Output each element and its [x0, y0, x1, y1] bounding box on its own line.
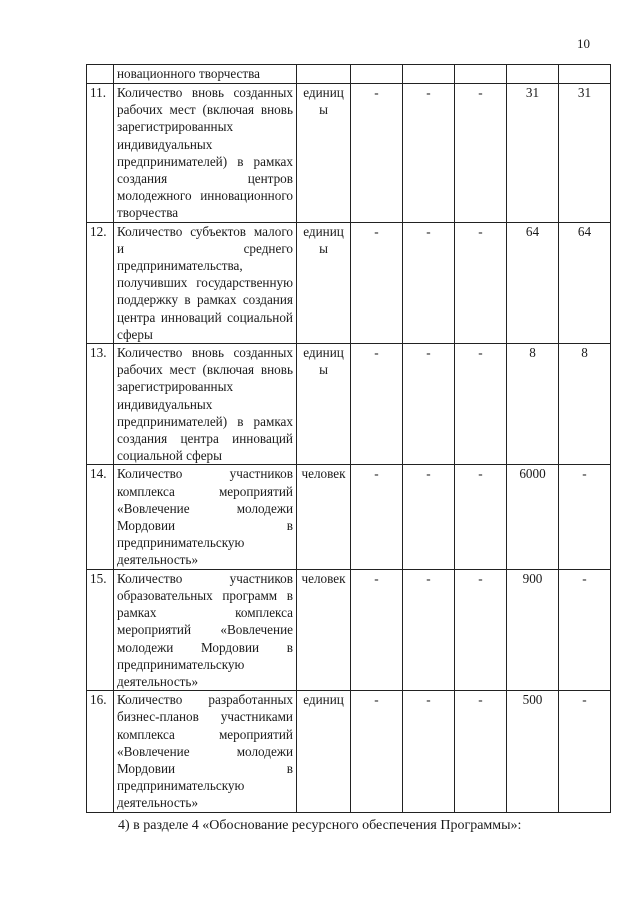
row-value: -: [455, 465, 507, 569]
row-value: -: [403, 222, 455, 343]
row-num: 12.: [87, 222, 114, 343]
row-unit: человек: [297, 569, 351, 690]
row-value: -: [559, 465, 611, 569]
table-row: [87, 222, 611, 343]
row-value: -: [403, 569, 455, 690]
row-value: 31: [507, 84, 559, 223]
row-value: -: [351, 344, 403, 465]
table-row-continuation: [87, 65, 611, 84]
row-num: 16.: [87, 691, 114, 812]
row-num: 13.: [87, 344, 114, 465]
row-value: -: [403, 465, 455, 569]
row-unit: единиц: [297, 691, 351, 812]
row-value: -: [455, 222, 507, 343]
row-unit: человек: [297, 465, 351, 569]
row-value: -: [403, 344, 455, 465]
row-value: -: [403, 84, 455, 223]
table-row: [87, 344, 611, 465]
row-name: Количество разработанных бизнес-планов участниками комплекса мероприятий «Вовлечение молодежи Мордовии в предпринимательскую деятельность»: [114, 691, 297, 812]
row-value: -: [351, 691, 403, 812]
row-name: Количество участников комплекса мероприятий «Вовлечение молодежи Мордовии в предпринимательскую деятельность»: [114, 465, 297, 569]
table-row: [87, 569, 611, 690]
table-row: [87, 84, 611, 223]
row-value: -: [455, 344, 507, 465]
row-value: -: [351, 222, 403, 343]
row-name: Количество вновь созданных рабочих мест (включая вновь зарегистрированных индивидуальных предпринимателей) в рамках создания центров молодежного инновационного творчества: [114, 84, 297, 223]
row-num: 15.: [87, 569, 114, 690]
row-unit: единицы: [297, 344, 351, 465]
row-value: -: [351, 84, 403, 223]
row-name: новационного творчества: [114, 65, 297, 84]
row-value: -: [455, 569, 507, 690]
row-value: 500: [507, 691, 559, 812]
row-value: -: [559, 569, 611, 690]
section-note: 4) в разделе 4 «Обоснование ресурсного обеспечения Программы»:: [118, 818, 522, 833]
row-value: 64: [559, 222, 611, 343]
table-row: [87, 465, 611, 569]
row-name: Количество субъектов малого и среднего предпринимательства, получивших государственную поддержку в рамках создания центра инноваций социальной сферы: [114, 222, 297, 343]
row-unit: единицы: [297, 222, 351, 343]
row-value: -: [559, 691, 611, 812]
row-value: -: [351, 569, 403, 690]
row-value: 64: [507, 222, 559, 343]
row-unit: единицы: [297, 84, 351, 223]
row-num: 11.: [87, 84, 114, 223]
row-value: 8: [559, 344, 611, 465]
row-num: [87, 65, 114, 84]
row-num: 14.: [87, 465, 114, 569]
row-name: Количество участников образовательных программ в рамках комплекса мероприятий «Вовлечение молодежи Мордовии в предпринимательскую деятельность»: [114, 569, 297, 690]
row-value: 900: [507, 569, 559, 690]
row-value: 6000: [507, 465, 559, 569]
row-value: -: [455, 84, 507, 223]
page-number: 10: [577, 36, 590, 51]
table-row: [87, 691, 611, 812]
row-value: -: [351, 465, 403, 569]
row-value: -: [455, 691, 507, 812]
row-value: -: [403, 691, 455, 812]
row-name: Количество вновь созданных рабочих мест (включая вновь зарегистрированных индивидуальных предпринимателей) в рамках создания центра инноваций социальной сферы: [114, 344, 297, 465]
row-value: 8: [507, 344, 559, 465]
indicators-table: [86, 64, 611, 813]
row-value: 31: [559, 84, 611, 223]
